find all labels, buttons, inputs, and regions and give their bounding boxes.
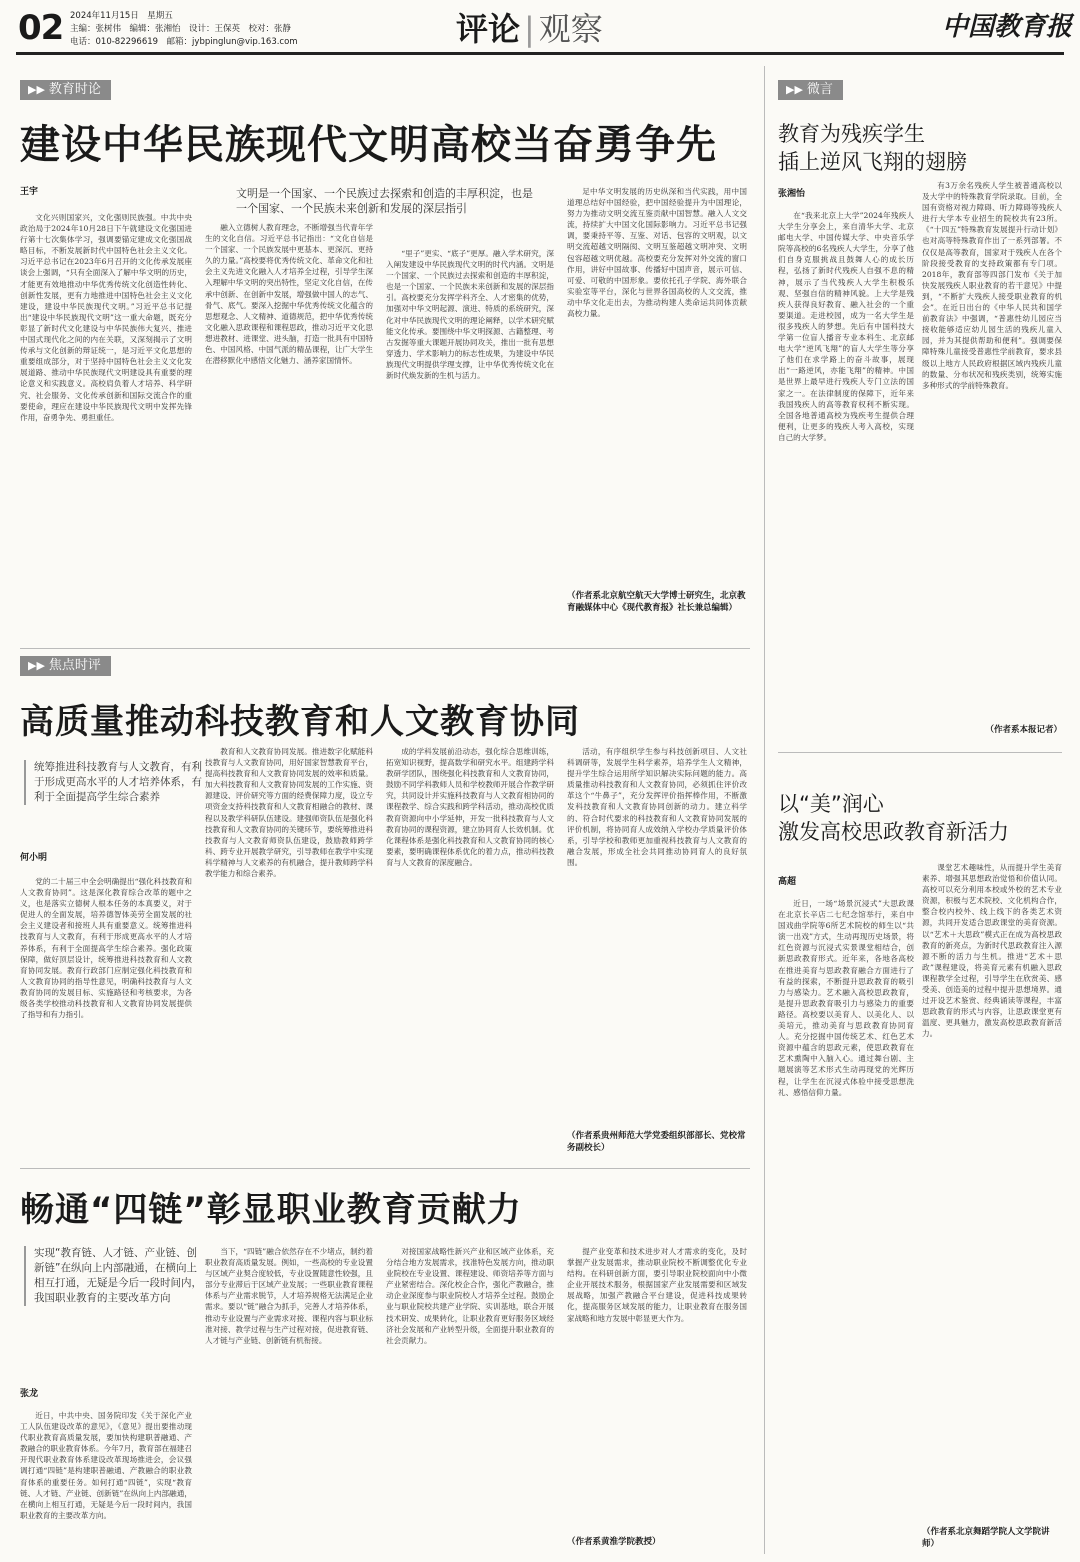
- article1-text-4: 足中华文明发展的历史纵深和当代实践，用中国道理总结好中国经验，把中国经验提升为中国理论，努力为推动文明交流互鉴贡献中国智慧。融入人文交流，持续扩大中国文化国际影响力。习近平总书记强调，要秉持平等、互鉴、对话、包容的文明观，以文明交流超越文明隔阂、文明互鉴超越文明冲突、文明包容超越文明优越。高校要充分发挥对外交流的窗口作用，讲好中国故事、传播好中国声音，展示可信、可爱、可敬的中国形象。要依托孔子学院、海外联合实验室等平台，深化与世界各国高校的人文交流，推动中华文化走出去，为推动构建人类命运共同体贡献高校力量。: [567, 187, 747, 319]
- double-arrow-icon: ▶▶: [786, 83, 803, 96]
- sidebar1-column-2: [922, 180, 1062, 710]
- article2-author: 何小明: [20, 853, 48, 863]
- article3-text-2: 当下，“四链”融合依然存在不少堵点，制约着职业教育高质量发展。例如，一些高校的专业设置与区域产业契合度较低，专业设置随意性较强，且部分专业滞后于区域产业发展；一些职业教育课程体系与产业需求脱节，人才培养规格无法满足企业需求。要以“链”融合为抓手，完善人才培养体系，推动专业设置与产业需求对接、课程内容与职业标准对接、教学过程与生产过程对接，促进教育链、人才链与产业链、创新链有机衔接。: [205, 1247, 373, 1345]
- article2-column-1: [20, 876, 192, 1162]
- section-title-b: 观察: [538, 10, 603, 48]
- article1-signature: （作者系北京航空航天大学博士研究生，北京教育融媒体中心《现代教育报》社长兼总编辑）: [567, 591, 746, 613]
- article3-pullquote: 实现“教育链、人才链、产业链、创新链”在纵向上内部融通，在横向上相互打通，无疑是今后一段时间内，我国职业教育的主要改革方向: [24, 1246, 206, 1306]
- sidebar2-title-line-1: 以“美”润心: [778, 792, 884, 816]
- article1-text-3: “里子”更实、“底子”更厚。融入学术研究，深入阐发建设中华民族现代文明的时代内涵。文明是一个国家、一个民族过去探索和创造的丰厚积淀，也是一个国家、一个民族未来创新和发展的深层指引。高校要充分发挥学科齐全、人才密集的优势，加强对中华文明起源、演进、特质的系统研究，深化对中华民族现代文明的理论阐释，以学术研究赋能文化传承。要围绕中华文明探源、古籍整理、考古发掘等重大课题开展协同攻关，推出一批有思想穿透力、学术影响力的标志性成果，为建设中华民族现代文明提供学理支撑，让中华优秀传统文化在新时代焕发新的生机与活力。: [386, 249, 554, 381]
- sidebar2-column-1: [778, 898, 914, 1554]
- article1-column-3: [386, 248, 554, 640]
- editor-credits: 主编：张树伟 编辑：张湘怡 设计：王保英 校对：张静: [70, 24, 292, 34]
- sidebar2-column-2: [922, 862, 1062, 1522]
- sidebar2-text-2: 课堂艺术趣味性，从而提升学生美育素养、增强其思想政治觉悟和价值认同。高校可以充分利用本校或外校的艺术专业资源，积极与艺术院校、文化机构合作，整合校内校外、线上线下的各类艺术资源，共同开发适合思政课堂的美育资源。以“艺术＋大思政”模式正在成为高校思政教育的新亮点，为新时代思政教育注入源源不断的活力与生机。推进“艺术＋思政”课程建设，将美育元素有机融入思政课程教学全过程，引导学生在欣赏美、感受美、创造美的过程中提升思想境界。通过开设艺术鉴赏、经典诵读等课程，丰富思政教育的形式与内容，让思政课堂更有温度、更具魅力，激发高校思政教育新活力。: [922, 863, 1062, 1039]
- article3-author: 张龙: [20, 1389, 39, 1399]
- sidebar1-text-1: 在“我来北京上大学”2024年残疾人大学生分享会上，来自清华大学、北京邮电大学、中国传媒大学、中央音乐学院等高校的6名残疾人大学生，分享了他们自身克服挑战且鼓舞人心的成长历程，弘扬了新时代残疾人自强不息的精神，展示了当代残疾人大学生积极乐观、坚强自信的精神风貌。上大学是残疾人获得良好教育、融入社会的一个重要渠道。走进校园，成为一名大学生是很多残疾人的梦想。先后有中国科技大学第一位盲人播音专业本科生、北京邮电大学“逆风飞翔”的盲人大学生等分享了他们在求学路上的奋斗故事，展现出“一路逆风，亦能飞翔”的精神。中国是世界上最早进行残疾人专门立法的国家之一。在法律制度的保障下，近年来我国残疾人的高等教育权利不断实现。全国各地普通高校为残疾考生提供合理便利，让更多的残疾人考入高校，实现自己的大学梦。: [778, 211, 914, 442]
- sidebar2-text-1: 近日，一场“场景沉浸式”大思政课在北京长辛店二七纪念馆举行，来自中国戏曲学院等6所艺术院校的师生以“共演一出戏”方式，生动再现历史场景，将红色资源与沉浸式实景课堂相结合，创新思政教育形式。近年来，各地各高校在推进美育与思政教育融合方面进行了有益的探索，不断提升思政教育的吸引力与感染力。艺术融入高校思政教育，是提升思政教育吸引力与感染力的重要路径。高校要以美育人、以美化人、以美培元，推动美育与思政教育协同育人。充分挖掘中国传统艺术、红色艺术资源中蕴含的思政元素，使思政教育在艺术熏陶中入脑入心。通过舞台剧、主题展演等艺术形式生动再现党的光辉历程，让学生在沉浸式体验中接受思想洗礼、感悟信仰力量。: [778, 899, 914, 1097]
- sidebar2-title-line-2: 激发高校思政教育新活力: [778, 820, 1009, 844]
- contact-info: 电话：010-82296619 邮箱：jybpinglun@vip.163.com: [70, 37, 298, 47]
- article3-text-3: 对接国家战略性新兴产业和区域产业体系，充分结合地方发展需求，找准特色发展方向，推动职业院校在专业设置、课程建设、师资培养等方面与产业紧密结合。深化校企合作，强化产教融合，推动企业深度参与职业院校人才培养全过程。鼓励企业与职业院校共建产业学院、实训基地，联合开展技术研发、成果转化，让职业教育更好服务区域经济社会发展和产业转型升级，全面提升职业教育的社会贡献力。: [386, 1247, 554, 1345]
- article2-column-2: [205, 746, 373, 1162]
- article1-pullquote: 文明是一个国家、一个民族过去探索和创造的丰厚积淀，也是一个国家、一个民族未来创新和发展的深层指引: [236, 187, 533, 215]
- article2-text-2: 教育和人文教育协同发展。推进数字化赋能科技教育与人文教育协同，用好国家智慧教育平台，提高科技教育和人文教育协同发展的效率和质量。加大科技教育和人文教育协同发展的工作实施、资源建设、评价研究等方面的经费保障力度，设立专项资金支持科技教育和人文教育相融合的教材、课程以及教学科研队伍建设。建强师资队伍是强化科技教育和人文教育协同的关键环节，要统筹推进科技教育与人文教育师资队伍建设，鼓励教师跨学科、跨专业开展教学研究，引导教师在教学中实现科学精神与人文素养的有机融合，提升教师跨学科教学能力和综合素养。: [205, 747, 373, 879]
- article2-text-1: 党的二十届三中全会明确提出“强化科技教育和人文教育协同”。这是深化教育综合改革的题中之义，也是落实立德树人根本任务的本真要义，对于促进人的全面发展，培养德智体美劳全面发展的社会主义建设者和接班人具有重要意义。统筹推进科技教育与人文教育，有利于形成更高水平的人才培养体系，有利于全面提高学生综合素养。强化政策保障，做好顶层设计，统筹推进科技教育和人文教育协同发展。教育行政部门应制定强化科技教育和人文教育协同的指导性意见，明确科技教育与人文教育协同的发展目标、实施路径和考核要求，为各级各类学校推动科技教育和人文教育协同发展提供了指导和有力指引。: [20, 877, 192, 1020]
- sidebar1-title-line-2: 插上逆风飞翔的翅膀: [778, 150, 967, 174]
- article2-pullquote: 统筹推进科技教育与人文教育，有利于形成更高水平的人才培养体系，有利于全面提高学生综合素养: [24, 760, 206, 805]
- article3-column-2: [205, 1246, 373, 1554]
- sidebar1-text-2: 有3万余名残疾人学生被普通高校以及大学中的特殊教育学院录取。目前，全国有资格对视力障碍、听力障碍等残疾人进行大学本专业招生的院校共有23所。《“十四五”特殊教育发展提升行动计划》也对高等特殊教育作出了一系列部署。不仅仅是高等教育，国家对于残疾人在各个阶段接受教育的支持政策都有专门项。2018年，教育部等四部门发布《关于加快发展残疾人职业教育的若干意见》中提到，“不断扩大残疾人接受职业教育的机会”。在近日出台的《中华人民共和国学前教育法》中强调，“普惠性幼儿园应当接收能够适应幼儿园生活的残疾儿童入园，并为其提供帮助和便利”。强调要保障特殊儿童接受普惠性学前教育，要求县级以上地方人民政府根据区域内残疾儿童的数量、分布状况和残疾类别，统筹实施多种形式的学前特殊教育。: [922, 181, 1062, 390]
- article3-column-4: [567, 1246, 747, 1532]
- article2-tag-label: 焦点时评: [48, 658, 101, 673]
- sidebar1-author: 张湘怡: [778, 189, 806, 199]
- double-arrow-icon: ▶▶: [28, 83, 45, 96]
- article1-author: 王宇: [20, 187, 39, 197]
- article1-tag: [20, 80, 111, 100]
- article2-column-3: [386, 746, 554, 1162]
- sidebar1-tag: [778, 80, 843, 100]
- section-title-a: 评论: [456, 10, 521, 48]
- sidebar1-tag-label: 微言: [806, 82, 833, 97]
- article1-text-2: 融入立德树人教育理念，不断增强当代青年学生的文化自信。习近平总书记指出：“文化自信是一个国家、一个民族发展中更基本、更深沉、更持久的力量。”高校要将优秀传统文化、革命文化和社会主义先进文化融入人才培养全过程，引导学生深入理解中华文明的突出特性，坚定文化自信，在传承中创新、在创新中发展，增强做中国人的志气、骨气、底气。要深入挖掘中华优秀传统文化蕴含的思想观念、人文精神、道德规范，把中华优秀传统文化融入思政课程和课程思政，推动习近平文化思想进教材、进课堂、进头脑，打造一批具有中国特色、中国风格、中国气派的精品课程，让广大学生在潜移默化中感悟文化魅力、涵养家国情怀。: [205, 223, 373, 366]
- article2-text-3: 成的学科发展前沿动态，强化综合思维训练，拓宽知识视野，提高数学和研究水平。组建跨学科教研学团队，围绕强化科技教育和人文教育协同，鼓励不同学科教师人员和学校教师开展合作教学研究，共同设计并实施科技教育与人文教育相协同的课程教学、综合实践和跨学科活动，推动高校优质教育资源向中小学延伸，开发一批科技教育与人文教育协同的课程资源，建立协同育人长效机制。优化课程体系是强化科技教育和人文教育协同的核心要素，要明确课程体系优化的着力点，推动科技教育与人文教育的深度融合。: [386, 747, 554, 867]
- article1-title: 建设中华民族现代文明高校当奋勇争先: [20, 122, 717, 168]
- article3-column-3: [386, 1246, 554, 1554]
- column-divider: [764, 66, 765, 1554]
- article2-tag: [20, 656, 111, 676]
- section-rule-2: [20, 1168, 750, 1169]
- article1-column-1: [20, 212, 192, 640]
- article3-text-1: 近日，中共中央、国务院印发《关于深化产业工人队伍建设改革的意见》，《意见》提出要推动现代职业教育高质量发展，要加快构建职普融通、产教融合的职业教育体系。今年7月，教育部在福建召开现代职业教育体系建设改革现场推进会，会议强调打通“四链”是构建职普融通、产教融合的职业教育体系的重要任务。如何打通“四链”，实现“教育链、人才链、产业链、创新链”在纵向上内部融通，在横向上相互打通，无疑是今后一段时间内，我国职业教育的主要改革方向。: [20, 1411, 192, 1520]
- header-meta: [70, 10, 298, 49]
- article3-title: 畅通“四链”彰显职业教育贡献力: [20, 1190, 522, 1230]
- page-number: 02: [18, 8, 64, 48]
- sidebar1-title: [778, 120, 967, 176]
- sidebar2-signature: （作者系北京舞蹈学院人文学院讲师）: [922, 1527, 1050, 1549]
- article3-signature: （作者系黄淮学院教授）: [567, 1537, 661, 1547]
- double-arrow-icon: ▶▶: [28, 659, 45, 672]
- article1-column-4: [567, 186, 747, 586]
- header-rule: [16, 52, 1064, 55]
- article2-text-4: 活动，有序组织学生参与科技创新项目、人文社科调研等，发展学生科学素养，培养学生人文精神，提升学生综合运用所学知识解决实际问题的能力。高质量推动科技教育和人文教育协同，必须抓住评价改革这个“牛鼻子”，充分发挥评价指挥棒作用，不断激发科技教育和人文教育协同创新的动力。建立科学的、符合时代要求的科技教育和人文教育协同发展的评价机制，将协同育人成效纳入学校办学质量评价体系，引导学校和教师更加重视科技教育与人文教育的融合发展，形成全社会共同推动协同育人的良好氛围。: [567, 747, 747, 867]
- article2-title: 高质量推动科技教育和人文教育协同: [20, 702, 580, 742]
- article2-column-4: [567, 746, 747, 1122]
- issue-date: 2024年11月15日 星期五: [70, 11, 173, 21]
- article1-text-1: 文化兴则国家兴，文化强则民族强。中共中央政治局于2024年10月28日下午就建设文化强国进行第十七次集体学习，强调要锚定建成文化强国战略目标，不断发展新时代中国特色社会主义文化。习近平总书记在2023年6月召开的文化传承发展座谈会上强调，“只有全面深入了解中华文明的历史，才能更有效地推动中华优秀传统文化创造性转化、创新性发展，更有力地推进中国特色社会主义文化建设，建设中华民族现代文明。”习近平总书记提出“建设中华民族现代文明”这一重大命题，既充分彰显了新时代文化建设与中华民族伟大复兴、推进中国式现代化之间的内在关联，又深刻揭示了文明传承与文化创新的辩证统一，是习近平文化思想的重要组成部分，对于坚持中国特色社会主义文化发展道路、推动中华民族现代文明建设具有重要的理论意义和实践意义。高校肩负着人才培养、科学研究、社会服务、文化传承创新和国际交流合作的重要使命，理应在建设中华民族现代文明中发挥先锋作用，奋勇争先、勇担重任。: [20, 213, 192, 422]
- article1-tag-label: 教育时论: [48, 82, 101, 97]
- section-divider: |: [524, 10, 535, 48]
- sidebar2-title: [778, 790, 1009, 846]
- article1-column-2: [205, 222, 373, 640]
- article3-column-1: [20, 1410, 192, 1554]
- newspaper-masthead: 中国教育报: [942, 12, 1073, 42]
- section-title: [456, 4, 603, 50]
- article3-text-4: 提产业变革和技术进步对人才需求的变化，及时掌握产业发展需求，推动职业院校不断调整优化专业结构。在科研创新方面，要引导职业院校面向中小微企业开展技术服务，根据国家产业发展需要和区域发展战略，加强产教融合平台建设，促进科技成果转化，提高服务区域发展的能力，让职业教育在服务国家战略和地方发展中彰显更大作为。: [567, 1247, 747, 1323]
- sidebar1-column-1: [778, 210, 914, 740]
- sidebar1-signature: （作者系本报记者）: [985, 725, 1062, 735]
- article2-signature: （作者系贵州师范大学党委组织部部长、党校常务副校长）: [567, 1131, 746, 1153]
- sidebar-rule: [778, 752, 1062, 753]
- sidebar2-author: 高超: [778, 877, 797, 887]
- sidebar1-title-line-1: 教育为残疾学生: [778, 122, 925, 146]
- section-rule: [20, 648, 750, 649]
